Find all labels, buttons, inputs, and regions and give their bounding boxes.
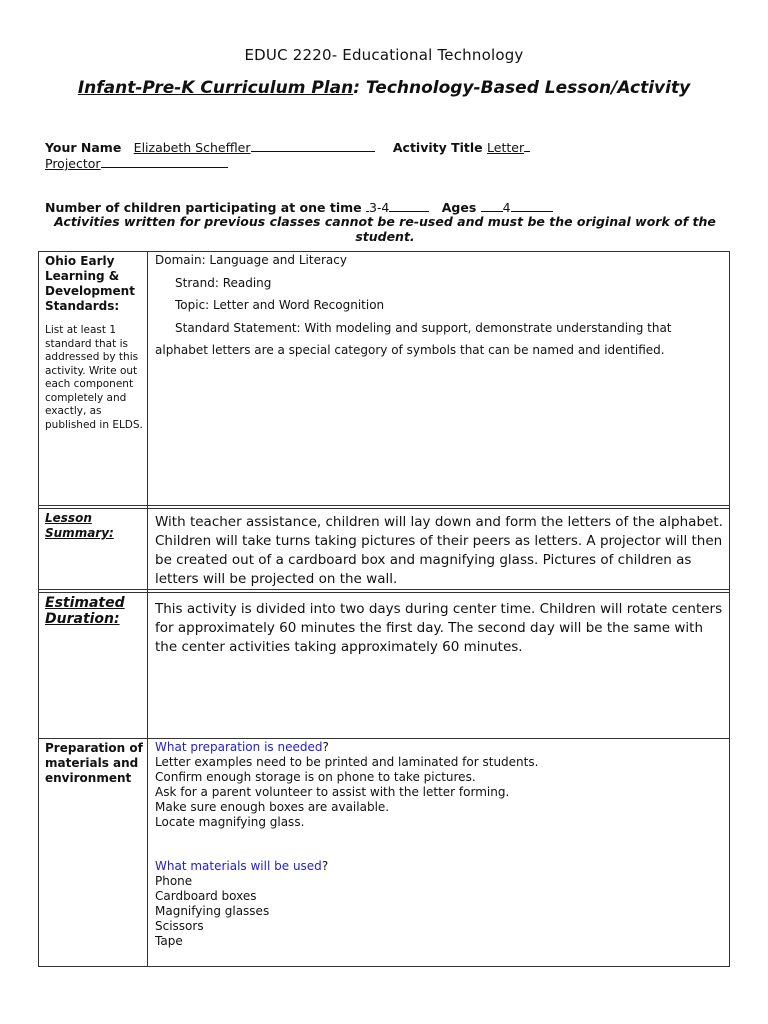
ages-label: Ages (441, 200, 477, 215)
name-line (45, 140, 530, 155)
name-value: Elizabeth Scheffler (133, 140, 251, 155)
name-label: Your Name (45, 140, 122, 155)
prep-item: Letter examples need to be printed and laminated for students. (155, 755, 539, 769)
standards-row (39, 252, 730, 506)
summary-row (39, 509, 730, 590)
summary-text: With teacher assistance, children will lay down and form the letters of the alphabet. Children will take turns taking pictures of their peers as letters. A projector will then be created out of a cardboard box and magnifying glass. Pictures of children as letters will be projected on the wall. (155, 514, 723, 587)
participants-value: 3-4 (368, 200, 390, 215)
material-item: Phone (155, 874, 193, 888)
duration-row (39, 593, 730, 739)
material-item: Scissors (155, 919, 204, 933)
standard-statement-2: alphabet letters are a special category of symbols that can be named and identified. (155, 343, 665, 357)
summary-label: Lesson Summary: (45, 511, 114, 540)
title-rest: : Technology-Based Lesson/Activity (353, 78, 691, 98)
prep-item: Make sure enough boxes are available. (155, 800, 390, 814)
document-title (0, 78, 768, 98)
standard-topic: Topic: Letter and Word Recognition (175, 298, 385, 312)
summary-label-cell (39, 509, 148, 590)
activity-title-continued (45, 156, 228, 171)
material-item: Magnifying glasses (155, 904, 270, 918)
standards-hint: List at least 1 standard that is addressed by this activity. Write out each component completely and exactly, as published in ELDS. (45, 324, 143, 431)
materials-question: What materials will be used? (155, 859, 329, 873)
preparation-label: Preparation of materials and environment (45, 741, 143, 785)
standard-statement-1: Standard Statement: With modeling and support, demonstrate understanding that (175, 320, 672, 335)
duration-content-cell (148, 593, 730, 739)
activity-title-value-2: Projector (45, 156, 101, 171)
participants-line (45, 200, 553, 215)
prep-item: Confirm enough storage is on phone to take pictures. (155, 770, 476, 784)
activity-title-label: Activity Title (392, 140, 483, 155)
prep-item: Locate magnifying glass. (155, 815, 305, 829)
ages-value: 4 (502, 200, 511, 215)
originality-notice: Activities written for previous classes cannot be re-used and must be the original work of the student. (54, 214, 716, 244)
standards-content-cell (148, 252, 730, 506)
preparation-content-cell (148, 739, 730, 967)
preparation-label-cell (39, 739, 148, 967)
title-underlined: Infant-Pre-K Curriculum Plan (77, 78, 354, 98)
duration-label: Estimated Duration: (45, 595, 125, 627)
duration-label-cell (39, 593, 148, 739)
activity-title-value-1: Letter (487, 140, 525, 155)
course-title: EDUC 2220- Educational Technology (244, 46, 524, 64)
preparation-row (39, 739, 730, 967)
standards-label-cell (39, 252, 148, 506)
summary-content-cell (148, 509, 730, 590)
standard-domain: Domain: Language and Literacy (155, 253, 347, 267)
prep-item: Ask for a parent volunteer to assist with the letter forming. (155, 785, 510, 799)
standard-strand: Strand: Reading (175, 275, 272, 290)
plan-table (38, 251, 730, 967)
prep-question: What preparation is needed? (155, 740, 329, 754)
duration-text: This activity is divided into two days during center time. Children will rotate centers for approximately 60 minutes the first day. The second day will be the same with the center activities taking approximately 60 minutes. (155, 601, 723, 655)
material-item: Tape (155, 934, 183, 948)
material-item: Cardboard boxes (155, 889, 257, 903)
standards-label: Ohio Early Learning & Development Standards: (45, 254, 135, 313)
participants-label: Number of children participating at one time (45, 200, 362, 215)
